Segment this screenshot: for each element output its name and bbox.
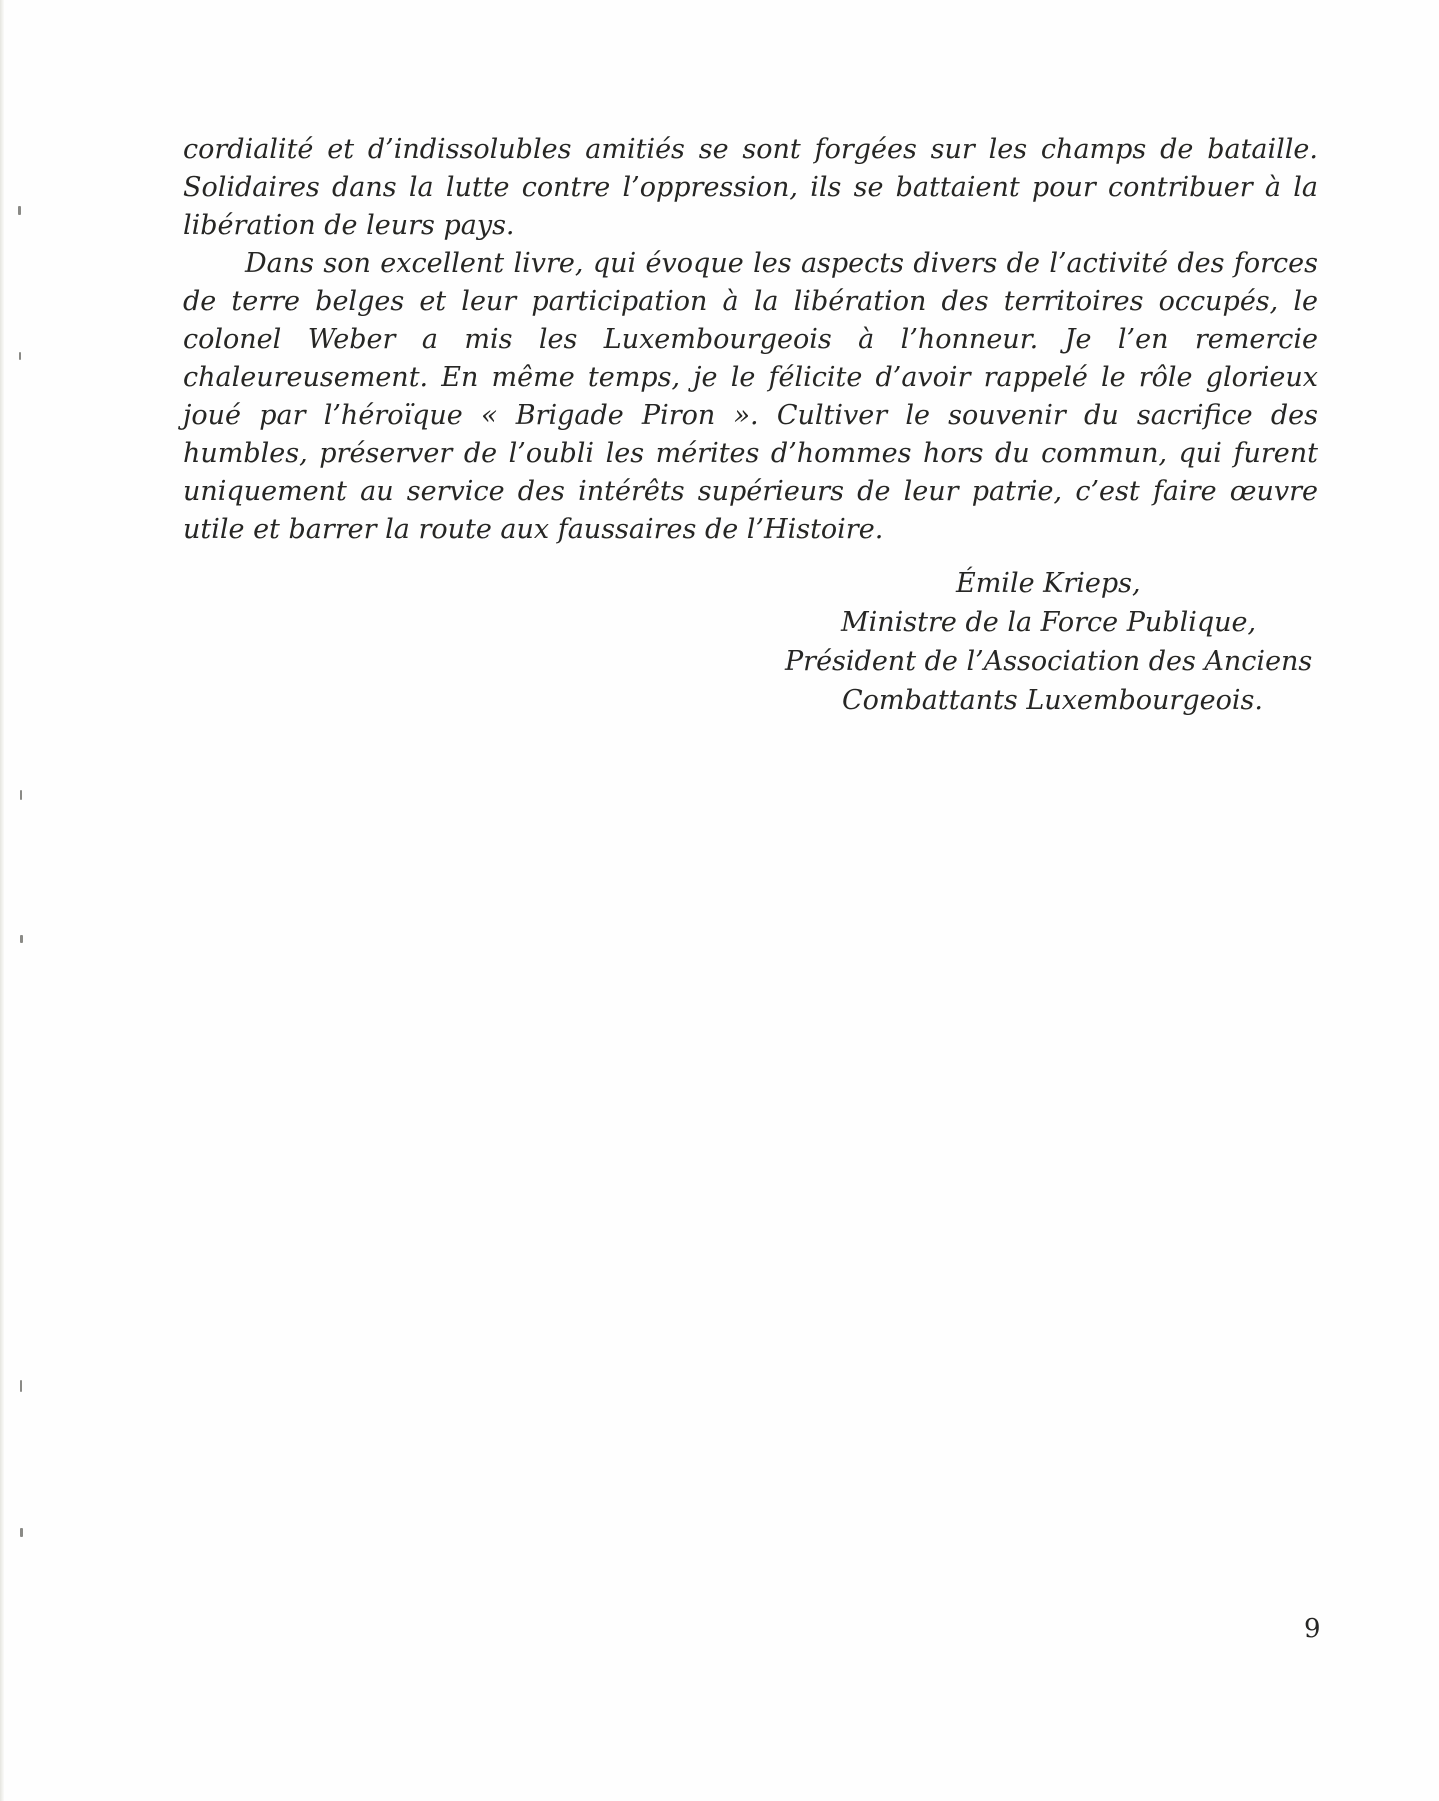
body-text (183, 131, 1318, 549)
scan-speck (20, 1528, 23, 1537)
scan-edge-shadow (0, 0, 4, 1801)
paragraph-continuation: cordialité et d’indissolubles amitiés se sont forgées sur les champs de bataille. Solidaires dans la lutte contre l’oppression, ils se battaient pour contribuer à la libération de leurs pays. (183, 134, 1318, 241)
scan-speck (19, 352, 21, 360)
scan-speck (20, 1380, 22, 1392)
scan-speck (20, 790, 22, 800)
signatory-association-line2: Combattants Luxembourgeois. (842, 685, 1263, 716)
page-number: 9 (1304, 1614, 1321, 1644)
signature-block (760, 564, 1350, 720)
signatory-association-line1: Président de l’Association des Anciens (785, 646, 1313, 677)
paragraph-main: Dans son excellent livre, qui évoque les aspects divers de l’activité des forces de terre belges et leur participation à la libération des territoires occupés, le colonel Weber a mis les Luxembourgeois à l’honneur. Je l’en remercie chaleureusement. En même temps, je le félicite d’avoir rappelé le rôle glorieux joué par l’héroïque « Brigade Piron ». Cultiver le souvenir du sacrifice des humbles, préserver de l’oubli les mérites d’hommes hors du commun, qui furent uniquement au service des intérêts supérieurs de leur patrie, c’est faire œuvre utile et barrer la route aux faussaires de l’Histoire. (183, 248, 1318, 545)
signatory-name: Émile Krieps, (956, 568, 1141, 599)
scan-speck (18, 206, 21, 215)
signatory-title: Ministre de la Force Publique, (841, 607, 1257, 638)
scan-speck (20, 935, 23, 943)
